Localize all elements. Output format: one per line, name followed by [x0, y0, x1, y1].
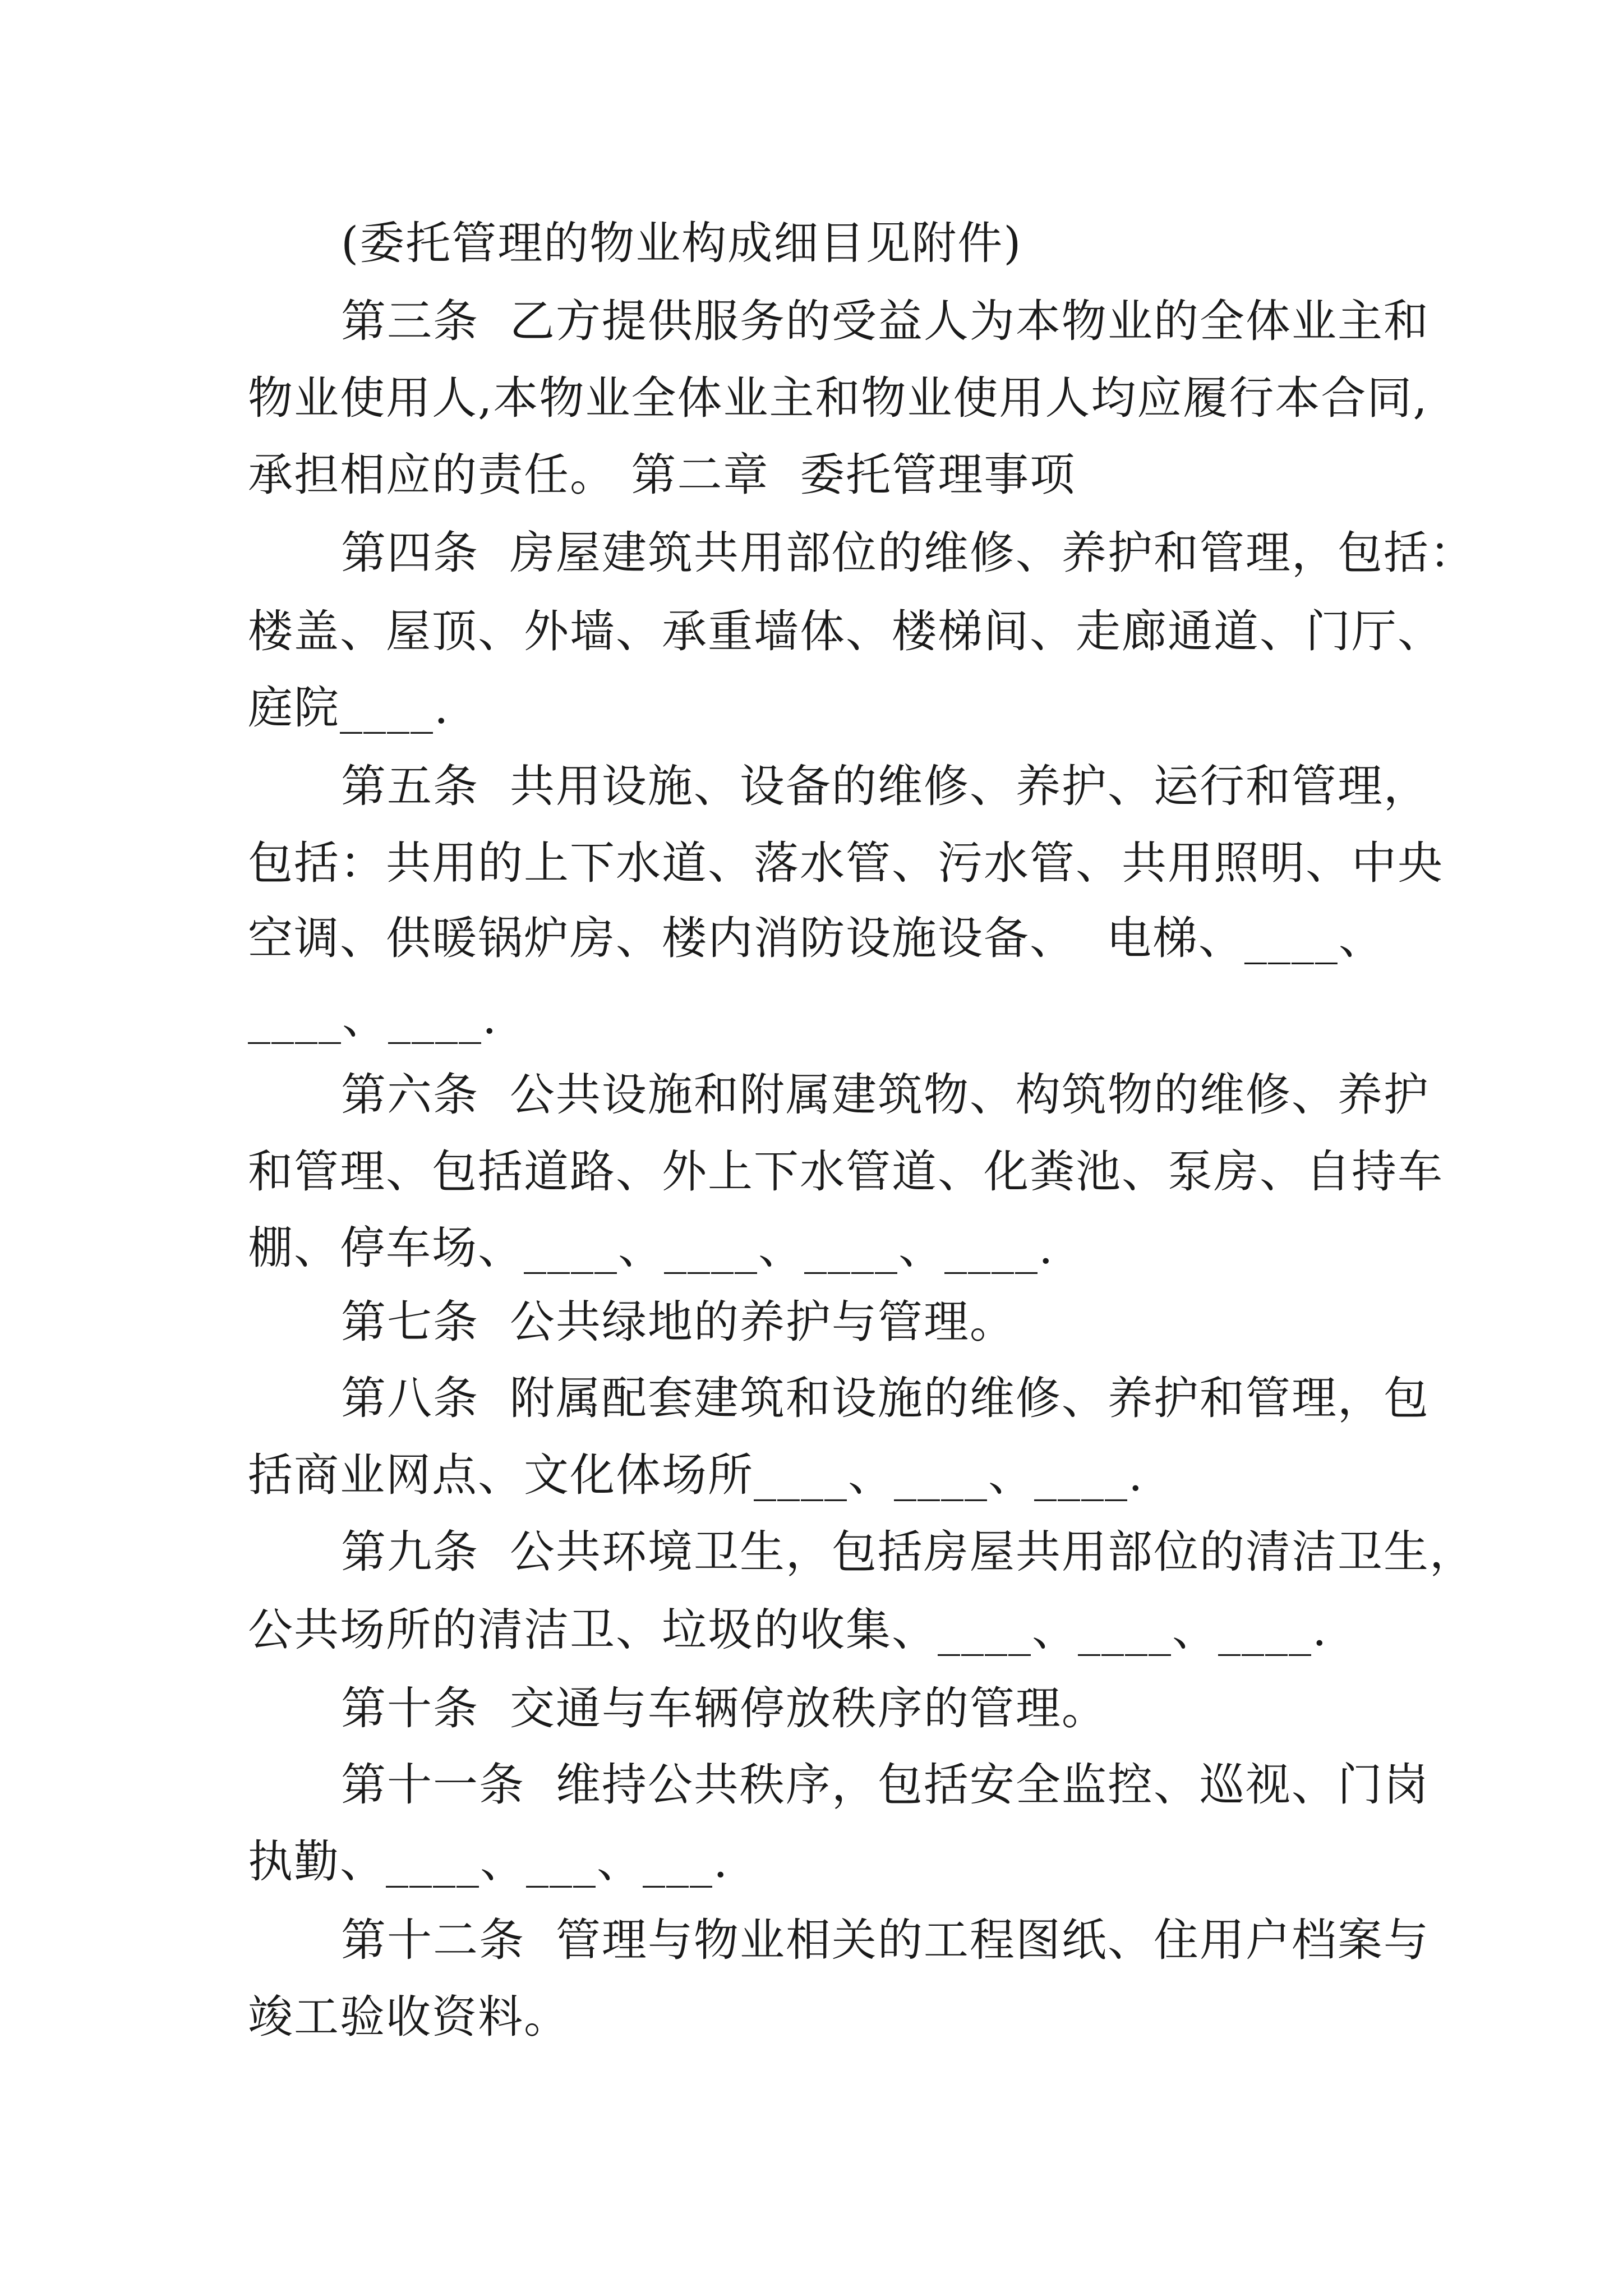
text-line: 第十二条 管理与物业相关的工程图纸、住用户档案与: [341, 1914, 1430, 1966]
text-line: 棚、停车场、____、____、____、____.: [248, 1222, 1054, 1274]
text-line: 执勤、____、___、___.: [248, 1835, 729, 1888]
text-line: 承担相应的责任。 第二章 委托管理事项: [248, 449, 1076, 501]
text-line: 第七条 公共绿地的养护与管理。: [341, 1296, 1016, 1348]
text-line: 楼盖、屋顶、外墙、承重墙体、楼梯间、走廊通道、门厅、: [248, 605, 1444, 657]
text-line: ____、____.: [248, 992, 498, 1044]
text-line: 第九条 公共环境卫生，包括房屋共用部位的清洁卫生，: [341, 1526, 1476, 1578]
text-line: 和管理、包括道路、外上下水管道、化粪池、泵房、自持车: [248, 1145, 1444, 1198]
text-line: 第十条 交通与车辆停放秩序的管理。: [341, 1682, 1108, 1734]
text-line: 第四条 房屋建筑共用部位的维修、养护和管理，包括：: [341, 527, 1476, 579]
text-line: 包括：共用的上下水道、落水管、污水管、共用照明、中央: [248, 837, 1444, 889]
text-line: 物业使用人,本物业全体业主和物业使用人均应履行本合同,: [248, 372, 1428, 424]
text-line: 竣工验收资料。: [248, 1991, 570, 2043]
text-line: 第八条 附属配套建筑和设施的维修、养护和管理，包: [341, 1372, 1430, 1424]
text-line: (委托管理的物业构成细目见附件): [341, 217, 1022, 269]
text-line: 公共场所的清洁卫、垃圾的收集、____、____、____.: [248, 1604, 1328, 1656]
text-line: 第三条 乙方提供服务的受益人为本物业的全体业主和: [341, 295, 1430, 347]
text-line: 第五条 共用设施、设备的维修、养护、运行和管理，: [341, 760, 1430, 812]
text-line: 第六条 公共设施和附属建筑物、构筑物的维修、养护: [341, 1069, 1430, 1121]
text-line: 庭院____.: [248, 682, 450, 734]
text-line: 空调、供暖锅炉房、楼内消防设施设备、 电梯、____、: [248, 912, 1385, 964]
text-line: 第十一条 维持公共秩序，包括安全监控、巡视、门岗: [341, 1759, 1430, 1811]
text-line: 括商业网点、文化体场所____、____、____.: [248, 1449, 1144, 1501]
